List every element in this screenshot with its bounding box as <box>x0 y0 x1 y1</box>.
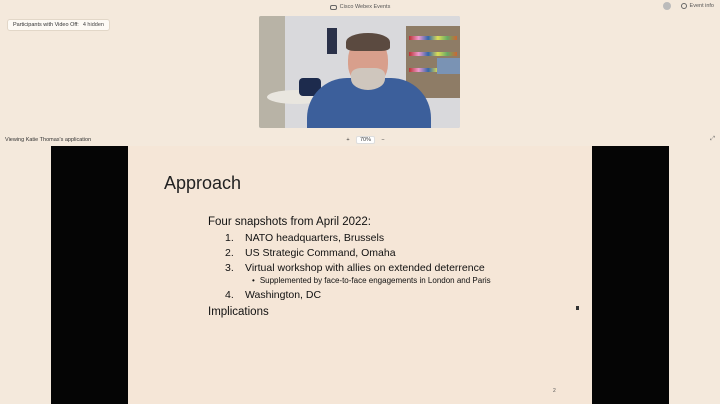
expand-icon[interactable]: ⤢ <box>710 136 715 142</box>
slide-page-number: 2 <box>553 388 556 394</box>
list-item <box>225 289 321 301</box>
speaker-beard <box>351 68 385 90</box>
video-door <box>259 16 285 128</box>
list-text: US Strategic Command, Omaha <box>245 247 396 259</box>
video-books <box>409 52 457 56</box>
video-poster <box>327 28 337 54</box>
list-number: 3. <box>225 262 234 274</box>
zoom-controls <box>344 136 387 144</box>
webex-icon <box>330 5 337 10</box>
list-number: 1. <box>225 232 234 244</box>
list-text: Washington, DC <box>245 289 322 301</box>
mouse-cursor <box>576 306 579 310</box>
snapshot-list <box>225 232 485 277</box>
titlebar-right <box>663 2 714 10</box>
sub-bullet-text: Supplemented by face-to-face engagements in London and Paris <box>259 276 491 285</box>
list-text: Virtual workshop with allies on extended deterrence <box>245 262 485 274</box>
zoom-in-button[interactable]: − <box>381 137 385 143</box>
list-number: 4. <box>225 289 234 301</box>
app-title: Cisco Webex Events <box>339 4 391 10</box>
bullet-icon: • <box>252 276 255 285</box>
slide-title: Approach <box>164 173 242 193</box>
list-item <box>225 232 485 247</box>
speaker-hair <box>346 33 390 51</box>
avatar[interactable] <box>663 2 671 10</box>
participants-label: Participants with Video Off: <box>13 22 79 28</box>
hidden-count: 4 hidden <box>82 22 104 28</box>
video-screen <box>437 58 460 74</box>
speaker-video-tile[interactable] <box>259 16 460 128</box>
list-item <box>225 247 485 262</box>
sub-bullet-item <box>252 276 491 285</box>
slide-implications: Implications <box>208 306 269 318</box>
app-title-group <box>330 4 391 10</box>
zoom-level[interactable]: 70% <box>356 136 375 144</box>
slide-heading: Four snapshots from April 2022: <box>208 216 371 228</box>
sharing-bar <box>0 134 720 146</box>
participants-video-off-button[interactable] <box>7 19 110 31</box>
presentation-slide <box>128 146 592 404</box>
zoom-out-button[interactable]: + <box>346 137 350 143</box>
list-item <box>225 262 485 277</box>
list-number: 2. <box>225 247 234 259</box>
event-info-label: Event info <box>689 3 714 9</box>
sharing-label: Viewing Katie Thomas's application <box>5 137 92 143</box>
list-text: NATO headquarters, Brussels <box>245 232 385 244</box>
title-bar <box>0 0 720 14</box>
event-info-button[interactable] <box>681 3 714 9</box>
info-icon <box>681 3 687 9</box>
video-books <box>409 36 457 40</box>
